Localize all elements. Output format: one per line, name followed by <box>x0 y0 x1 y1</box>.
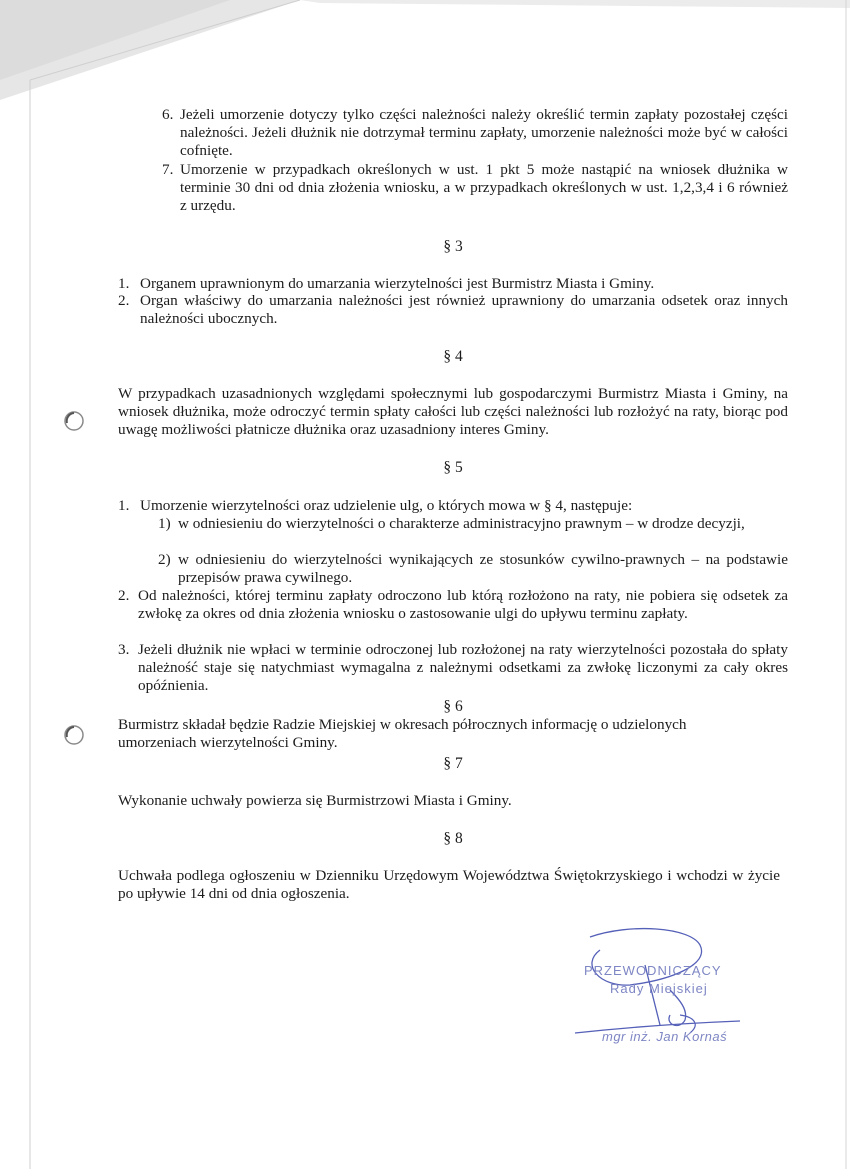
sub-item-text: w odniesieniu do wierzytelności wynikających ze stosunków cywilno-prawnych – na podstawie przepisów prawa cywilnego. <box>178 551 788 586</box>
section-heading: § 7 <box>443 755 463 772</box>
item-text: Jeżeli umorzenie dotyczy tylko części należności należy określić termin zapłaty pozostałej części należności. Jeżeli dłużnik nie dotrzymał terminu zapłaty, umorzenie należności może być w całości cofnięte. <box>180 106 788 159</box>
item-number: 1. <box>118 497 130 514</box>
sub-list-item <box>158 551 788 587</box>
list-item <box>162 161 788 215</box>
stamp-name: mgr inż. Jan Kornaś <box>602 1029 728 1044</box>
stamp-body: Rady Miejskiej <box>610 981 708 996</box>
section-heading: § 3 <box>443 238 463 255</box>
item-text: Jeżeli dłużnik nie wpłaci w terminie odroczonej lub rozłożonej na raty wierzytelności pozostała do spłaty należność staje się natychmiast wymagalna z należnymi odsetkami za zwłokę liczonymi za cały okres opóźnienia. <box>138 641 788 694</box>
item-number: 3. <box>118 641 130 658</box>
list-item <box>118 275 788 293</box>
item-number: 2. <box>118 292 130 309</box>
list-item <box>118 497 788 515</box>
item-text: Organ właściwy do umarzania należności jest również uprawniony do umarzania odsetek oraz innych należności ubocznych. <box>140 292 788 327</box>
list-item <box>118 587 788 623</box>
paragraph: W przypadkach uzasadnionych względami społecznymi lub gospodarczymi Burmistrz Miasta i Gminy, na wniosek dłużnika, może odroczyć termin spłaty całości lub części należności lub rozłożyć na raty, biorąc pod uwagę możliwości płatnicze dłużnika oraz uzasadniony interes Gminy. <box>118 385 788 438</box>
sub-item-number: 1) <box>158 515 171 532</box>
list-item <box>118 292 788 328</box>
item-text: Umorzenie wierzytelności oraz udzielenie ulg, o których mowa w § 4, następuje: <box>140 497 633 514</box>
section-heading: § 8 <box>443 830 463 847</box>
signature-stamp <box>570 925 770 1055</box>
section-heading: § 6 <box>443 698 463 715</box>
section-heading: § 5 <box>443 459 463 476</box>
item-number: 6. <box>162 106 174 123</box>
item-number: 7. <box>162 161 174 178</box>
paragraph: Burmistrz składał będzie Radzie Miejskiej w okresach półrocznych informację o udzielonych umorzeniach wierzytelności Gminy. <box>118 716 687 751</box>
item-text: Organem uprawnionym do umarzania wierzytelności jest Burmistrz Miasta i Gminy. <box>140 275 655 292</box>
paragraph: Uchwała podlega ogłoszeniu w Dzienniku Urzędowym Województwa Świętokrzyskiego i wchodzi w życie po upływie 14 dni od dnia ogłoszenia. <box>118 867 780 902</box>
stamp-title: PRZEWODNICZĄCY <box>584 963 722 978</box>
item-text: Od należności, której terminu zapłaty odroczono lub którą rozłożono na raty, nie pobiera się odsetek za zwłokę za okres od dnia złożenia wniosku o zastosowanie ulgi do upływu terminu zapłaty. <box>138 587 788 622</box>
list-item <box>162 106 788 160</box>
paragraph: Wykonanie uchwały powierza się Burmistrzowi Miasta i Gminy. <box>118 792 512 809</box>
item-text: Umorzenie w przypadkach określonych w ust. 1 pkt 5 może nastąpić na wniosek dłużnika w terminie 30 dni od dnia złożenia wniosku, a w przypadkach określonych w ust. 1,2,3,4 i 6 również z urzędu. <box>180 161 788 214</box>
list-item <box>118 641 788 695</box>
sub-item-number: 2) <box>158 551 171 568</box>
item-number: 2. <box>118 587 130 604</box>
section-heading: § 4 <box>443 348 463 365</box>
sub-list-item <box>158 515 788 533</box>
item-number: 1. <box>118 275 130 292</box>
sub-item-text: w odniesieniu do wierzytelności o charakterze administracyjno prawnym – w drodze decyzji, <box>178 515 745 532</box>
